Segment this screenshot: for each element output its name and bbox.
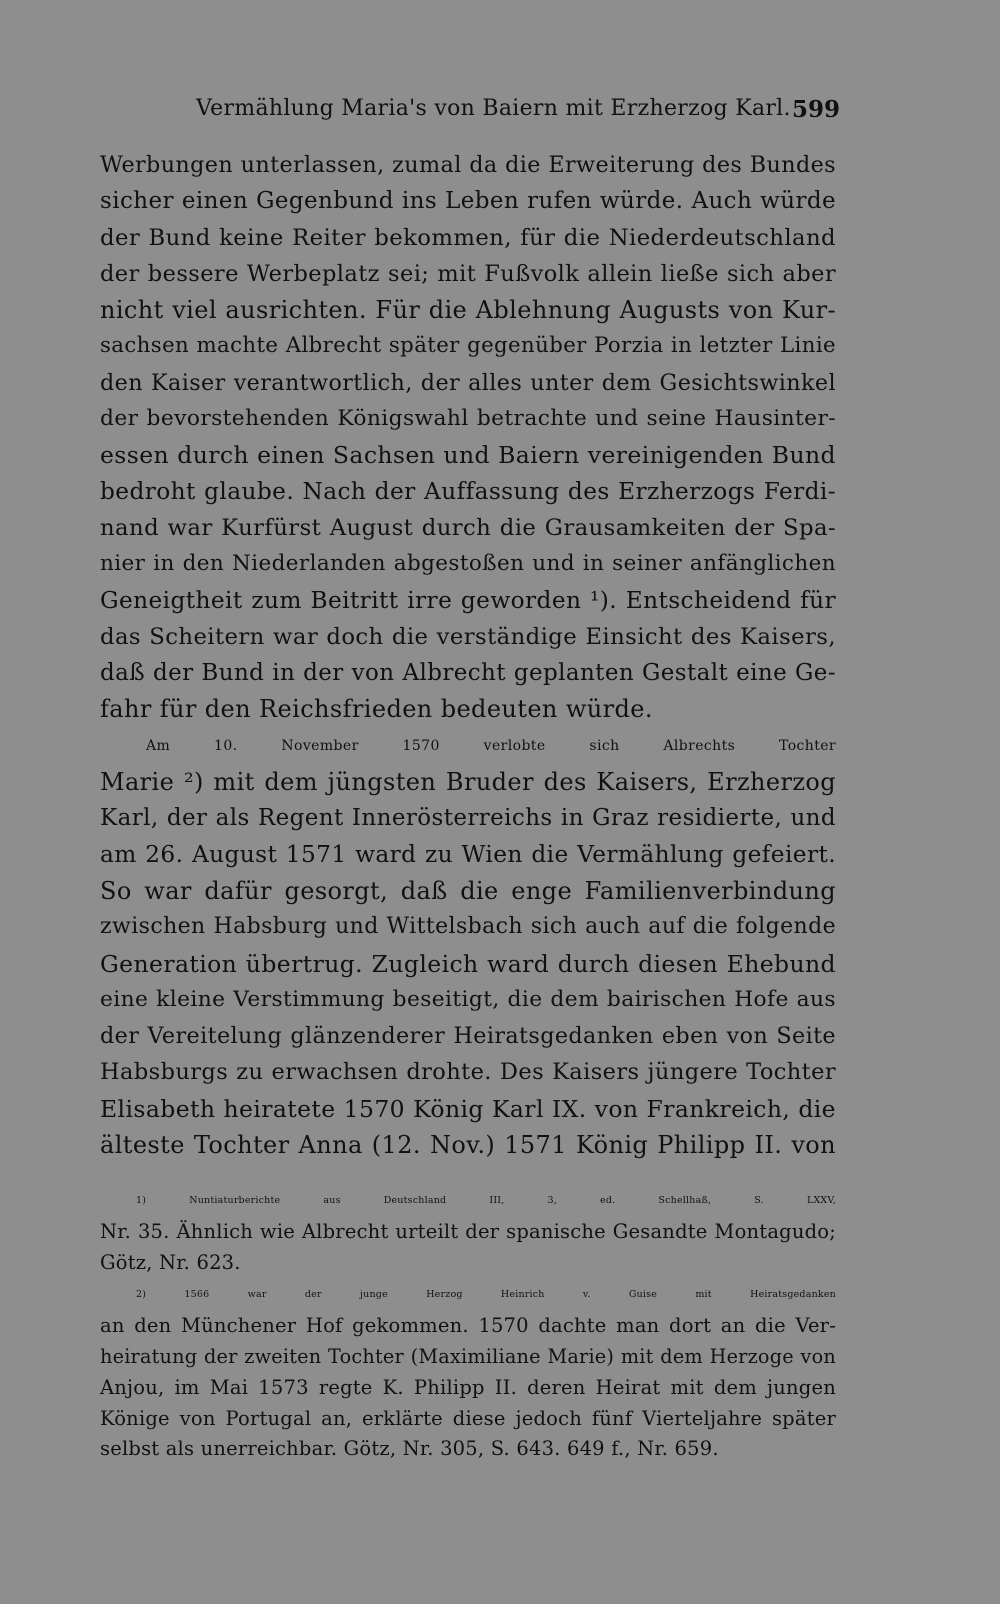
text-line: nicht viel ausrichten. Für die Ablehnung Augusts von Kur- xyxy=(100,296,836,325)
text-line: Werbungen unterlassen, zumal da die Erweiterung des Bundes xyxy=(100,152,836,178)
text-line: Generation übertrug. Zugleich ward durch diesen Ehebund xyxy=(100,949,836,978)
text-line: bedroht glaube. Nach der Auffassung des Erzherzogs Ferdi- xyxy=(100,477,836,505)
footnote-line: Anjou, im Mai 1573 regte K. Philipp II. deren Heirat mit dem jungen xyxy=(100,1375,836,1399)
text-line: sicher einen Gegenbund ins Leben rufen würde. Auch würde xyxy=(100,188,836,215)
footnote-1 xyxy=(100,1186,836,1278)
text-line: Am 10. November 1570 verlobte sich Albrechts Tochter xyxy=(146,737,836,754)
text-line: Geneigtheit zum Beitritt irre geworden ¹). Entscheidend für xyxy=(100,586,836,614)
text-line: den Kaiser verantwortlich, der alles unter dem Gesichtswinkel xyxy=(100,369,836,396)
text-line: Habsburgs zu erwachsen drohte. Des Kaisers jüngere Tochter xyxy=(100,1059,836,1086)
footnote-line: selbst als unerreichbar. Götz, Nr. 305, S. 643. 649 f., Nr. 659. xyxy=(100,1437,719,1461)
text-line: So war dafür gesorgt, daß die enge Familienverbindung xyxy=(100,876,836,905)
text-line: älteste Tochter Anna (12. Nov.) 1571 König Philipp II. von xyxy=(100,1131,836,1160)
text-line: das Scheitern war doch die verständige Einsicht des Kaisers, xyxy=(100,623,836,650)
text-line: Marie ²) mit dem jüngsten Bruder des Kaisers, Erzherzog xyxy=(100,768,836,797)
footnote-2 xyxy=(100,1280,836,1465)
text-line: daß der Bund in der von Albrecht geplanten Gestalt eine Ge- xyxy=(100,660,836,687)
text-line: nand war Kurfürst August durch die Grausamkeiten der Spa- xyxy=(100,514,836,541)
footnotes xyxy=(100,1186,836,1465)
footnote-line: Nr. 35. Ähnlich wie Albrecht urteilt der spanische Gesandte Montagudo; xyxy=(100,1219,836,1243)
page-header xyxy=(100,96,840,130)
running-title: Vermählung Maria's von Baiern mit Erzherzog Karl. xyxy=(196,96,791,121)
footnote-line: an den Münchener Hof gekommen. 1570 dachte man dort an die Ver- xyxy=(100,1314,836,1338)
text-line: der bessere Werbeplatz sei; mit Fußvolk allein ließe sich aber xyxy=(100,260,836,287)
text-line: nier in den Niederlanden abgestoßen und in seiner anfänglichen xyxy=(100,551,836,577)
page-number: 599 xyxy=(791,96,840,123)
footnote-line: 2) 1566 war der junge Herzog Heinrich v. Guise mit Heiratsgedanken xyxy=(136,1289,836,1301)
text-line: eine kleine Verstimmung beseitigt, die dem bairischen Hofe aus xyxy=(100,986,836,1012)
text-line: Elisabeth heiratete 1570 König Karl IX. von Frankreich, die xyxy=(100,1094,836,1123)
text-line: am 26. August 1571 ward zu Wien die Vermählung gefeiert. xyxy=(100,840,836,868)
footnote-line: 1) Nuntiaturberichte aus Deutschland III, 3, ed. Schellhaß, S. LXXV, xyxy=(136,1195,836,1206)
text-line: zwischen Habsburg und Wittelsbach sich auch auf die folgende xyxy=(100,914,836,940)
text-line: Karl, der als Regent Innerösterreichs in Graz residierte, und xyxy=(100,805,836,832)
footnote-line: Könige von Portugal an, erklärte diese jedoch fünf Vierteljahre später xyxy=(100,1406,836,1430)
text-line: der Bund keine Reiter bekommen, für die Niederdeutschland xyxy=(100,224,836,251)
text-line: essen durch einen Sachsen und Baiern vereinigenden Bund xyxy=(100,441,836,470)
footnote-line: heiratung der zweiten Tochter (Maximiliane Marie) mit dem Herzoge von xyxy=(100,1344,836,1368)
text-line: der bevorstehenden Königswahl betrachte und seine Hausinter- xyxy=(100,406,836,432)
text-line: der Vereitelung glänzenderer Heiratsgedanken eben von Seite xyxy=(100,1023,836,1050)
main-text xyxy=(100,147,836,1163)
footnote-line: Götz, Nr. 623. xyxy=(100,1250,241,1274)
text-line: sachsen machte Albrecht später gegenüber Porzia in letzter Linie xyxy=(100,333,836,359)
text-line: fahr für den Reichsfrieden bedeuten würde. xyxy=(100,695,653,724)
